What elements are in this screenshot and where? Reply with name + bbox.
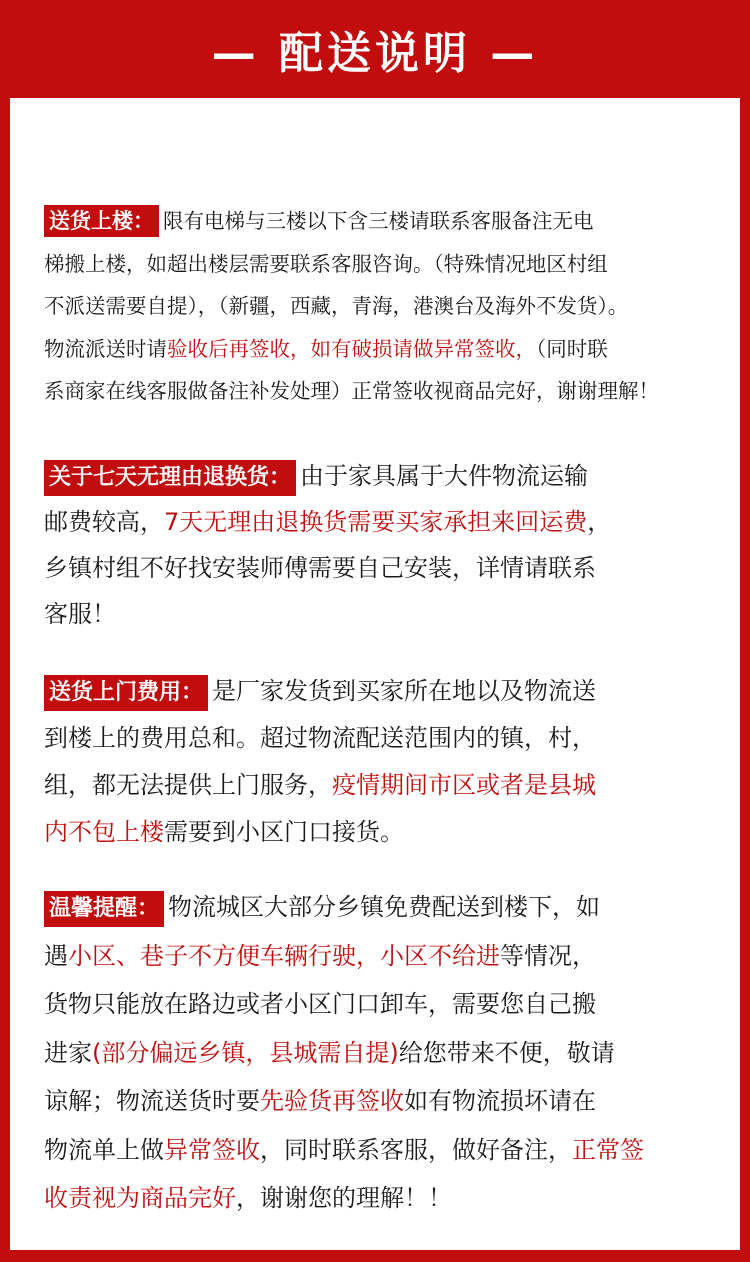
section-line (44, 591, 724, 637)
line-text: 物流单上做 (44, 1135, 164, 1164)
section-line (44, 243, 724, 286)
section-tag: 送货上门费用： (44, 675, 208, 711)
highlight-text: 内不包上楼 (44, 818, 164, 846)
line-text: ， (587, 508, 612, 536)
highlight-text: 小区、巷子不方便车辆行驶，小区不给进 (68, 941, 500, 970)
section-tag: 关于七天无理由退换货： (44, 460, 296, 496)
header-banner (0, 0, 750, 98)
line-text: 如有物流损坏请在 (404, 1087, 596, 1115)
line-text: 客服！ (44, 600, 116, 628)
line-text: 进家 (44, 1038, 92, 1067)
highlight-text: 7天无理由退换货需要买家承担来回运费 (164, 508, 588, 536)
highlight-text: 正常签 (572, 1135, 644, 1164)
section-line (44, 499, 724, 545)
line-text: 不派送需要自提），（新疆，西藏，青海，港澳台及海外不发货）。 (44, 294, 629, 318)
line-text: 组，都无法提供上门服务， (44, 771, 332, 799)
section-line (44, 328, 724, 371)
line-text: 需要到小区门口接货。 (164, 818, 404, 846)
section-line (44, 285, 724, 328)
section-line (44, 668, 724, 715)
line-text: ，谢谢您的理解！！ (236, 1184, 452, 1212)
highlight-text: 疫情期间市区或者是县城 (332, 771, 596, 799)
section-seven-day-return (44, 453, 724, 637)
line-text: 乡镇村组不好找安装师傅需要自己安装，详情请联系 (44, 554, 596, 582)
section-line (44, 1077, 724, 1126)
line-text: 是厂家发货到买家所在地以及物流送 (212, 677, 597, 705)
section-line (44, 1029, 724, 1078)
section-line (44, 883, 724, 932)
highlight-text: 先验货再签收 (260, 1087, 404, 1115)
section-line (44, 762, 724, 809)
section-line (44, 932, 724, 981)
section-line (44, 453, 724, 499)
section-line (44, 1174, 724, 1223)
section-line (44, 980, 724, 1029)
section-delivery-upstairs (44, 200, 724, 413)
line-text: 物流派送时请 (44, 336, 167, 361)
line-text: 限有电梯与三楼以下含三楼请联系客服备注无电 (163, 209, 594, 233)
line-text: 谅解；物流送货时要 (44, 1087, 260, 1115)
section-line (44, 200, 724, 243)
section-door-delivery-fee (44, 668, 724, 856)
line-text: ，同时联系客服，做好备注， (260, 1135, 572, 1164)
line-text: 系商家在线客服做备注补发处理）正常签收视商品完好，谢谢理解！ (44, 379, 659, 403)
line-text: 等情况， (500, 941, 596, 970)
line-text: 梯搬上楼，如超出楼层需要联系客服咨询。（特殊情况地区村组 (44, 251, 608, 276)
section-line (44, 370, 724, 413)
line-text: 遇 (44, 941, 68, 970)
section-line (44, 809, 724, 856)
line-text: 给您带来不便，敬请 (398, 1038, 615, 1067)
line-text: 货物只能放在路边或者小区门口卸车，需要您自己搬 (44, 990, 596, 1018)
section-line (44, 1126, 724, 1175)
page-title: — 配送说明 — (211, 28, 539, 79)
highlight-text: (部分偏远乡镇，县城需自提) (92, 1038, 399, 1067)
section-tag: 温馨提醒： (44, 891, 164, 927)
section-kind-reminder (44, 883, 724, 1223)
section-line (44, 715, 724, 762)
content-card (10, 98, 740, 1250)
section-line (44, 545, 724, 591)
line-text: 由于家具属于大件物流运输 (300, 462, 589, 490)
section-tag: 送货上楼： (44, 205, 159, 237)
highlight-text: 验收后再签收，如有破损请做异常签收， (167, 336, 536, 361)
line-text: 到楼上的费用总和。超过物流配送范围内的镇，村， (44, 724, 596, 752)
line-text: （同时联 (536, 336, 608, 361)
highlight-text: 收责视为商品完好 (44, 1184, 236, 1212)
line-text: 邮费较高， (44, 508, 164, 536)
highlight-text: 异常签收 (164, 1135, 260, 1164)
line-text: 物流城区大部分乡镇免费配送到楼下，如 (168, 893, 601, 921)
